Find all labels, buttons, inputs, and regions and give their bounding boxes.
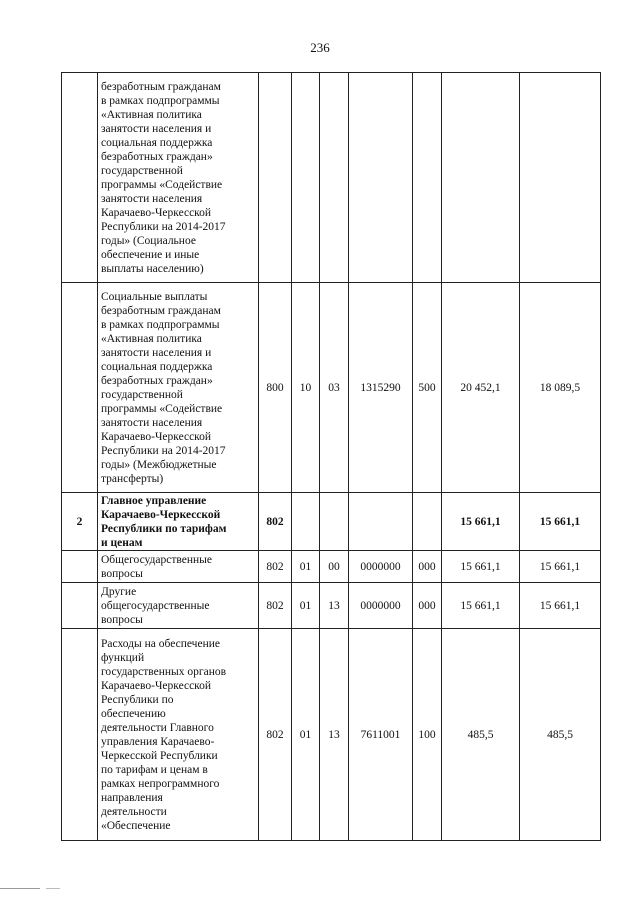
table-row <box>62 283 601 493</box>
row-sum-1 <box>442 73 520 283</box>
row-vr: 000 <box>413 551 442 583</box>
row-podrazdel: 00 <box>320 551 349 583</box>
row-sum-2: 15 661,1 <box>520 493 601 551</box>
row-number <box>62 73 98 283</box>
row-description: безработным гражданам в рамках подпрограммы «Активная политика занятости населения и социальная поддержка безработных граждан» государственной программы «Содействие занятости населения Карачаево-Черкесской Республики на 2014-2017 годы» (Социальное обеспечение и иные выплаты населению) <box>98 73 259 283</box>
scan-edge-line <box>0 888 40 889</box>
row-number <box>62 551 98 583</box>
row-ved: 802 <box>259 551 292 583</box>
table-body <box>62 73 601 841</box>
row-number <box>62 283 98 493</box>
row-vr: 100 <box>413 629 442 841</box>
row-ved: 802 <box>259 493 292 551</box>
row-description: Расходы на обеспечение функций государственных органов Карачаево-Черкесской Республики по обеспечению деятельности Главного управления Карачаево- Черкесской Республики по тарифам и ценам в рамках непрограммного направления деятельности «Обеспечение <box>98 629 259 841</box>
row-razdel: 01 <box>292 583 320 629</box>
row-podrazdel: 03 <box>320 283 349 493</box>
row-podrazdel: 13 <box>320 583 349 629</box>
row-csr: 0000000 <box>349 583 413 629</box>
row-ved: 802 <box>259 583 292 629</box>
row-number <box>62 629 98 841</box>
table-row <box>62 629 601 841</box>
row-description: Другие общегосударственные вопросы <box>98 583 259 629</box>
row-ved <box>259 73 292 283</box>
row-ved: 802 <box>259 629 292 841</box>
row-sum-2 <box>520 73 601 283</box>
row-sum-1: 20 452,1 <box>442 283 520 493</box>
row-sum-1: 15 661,1 <box>442 493 520 551</box>
row-razdel <box>292 493 320 551</box>
row-razdel: 10 <box>292 283 320 493</box>
table-row <box>62 551 601 583</box>
scan-edge-line <box>46 888 60 889</box>
row-sum-2: 15 661,1 <box>520 551 601 583</box>
row-csr: 1315290 <box>349 283 413 493</box>
row-razdel: 01 <box>292 551 320 583</box>
budget-table <box>61 72 601 841</box>
row-vr <box>413 73 442 283</box>
row-description: Главное управление Карачаево-Черкесской Республики по тарифам и ценам <box>98 493 259 551</box>
row-podrazdel <box>320 493 349 551</box>
row-vr: 000 <box>413 583 442 629</box>
row-number <box>62 583 98 629</box>
table-row <box>62 73 601 283</box>
table-row <box>62 493 601 551</box>
row-number: 2 <box>62 493 98 551</box>
row-description: Общегосударственные вопросы <box>98 551 259 583</box>
row-csr <box>349 493 413 551</box>
row-podrazdel <box>320 73 349 283</box>
row-csr: 7611001 <box>349 629 413 841</box>
row-vr: 500 <box>413 283 442 493</box>
page-number: 236 <box>310 40 330 55</box>
row-sum-1: 15 661,1 <box>442 583 520 629</box>
row-description: Социальные выплаты безработным гражданам в рамках подпрограммы «Активная политика занятости населения и социальная поддержка безработных граждан» государственной программы «Содействие занятости населения Карачаево-Черкесской Республики на 2014-2017 годы» (Межбюджетные трансферты) <box>98 283 259 493</box>
row-sum-2: 15 661,1 <box>520 583 601 629</box>
row-sum-2: 18 089,5 <box>520 283 601 493</box>
row-sum-2: 485,5 <box>520 629 601 841</box>
row-vr <box>413 493 442 551</box>
table-row <box>62 583 601 629</box>
row-csr: 0000000 <box>349 551 413 583</box>
row-csr <box>349 73 413 283</box>
row-razdel: 01 <box>292 629 320 841</box>
row-podrazdel: 13 <box>320 629 349 841</box>
row-sum-1: 15 661,1 <box>442 551 520 583</box>
row-sum-1: 485,5 <box>442 629 520 841</box>
row-ved: 800 <box>259 283 292 493</box>
row-razdel <box>292 73 320 283</box>
